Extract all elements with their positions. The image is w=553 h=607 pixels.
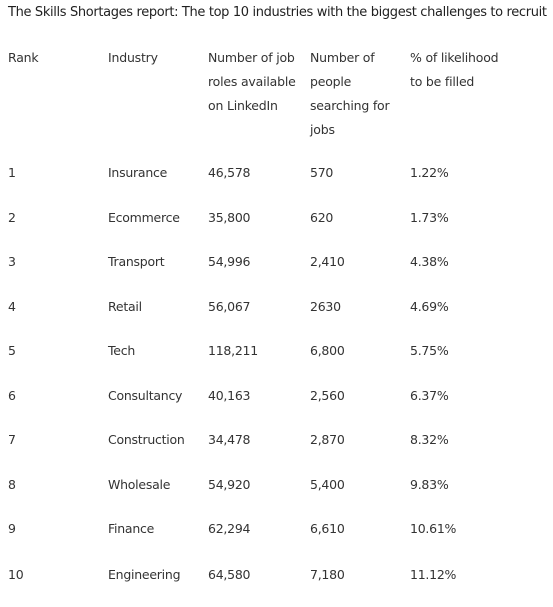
people-cell: 2,410 bbox=[310, 254, 345, 269]
jobs-cell: 40,163 bbox=[208, 388, 250, 403]
industry-cell: Finance bbox=[108, 521, 154, 536]
header-likelihood-line: to be filled bbox=[410, 70, 498, 94]
header-people-line: jobs bbox=[310, 118, 389, 142]
people-cell: 2,560 bbox=[310, 388, 345, 403]
header-jobs bbox=[208, 46, 296, 118]
people-cell: 2630 bbox=[310, 299, 341, 314]
people-cell: 2,870 bbox=[310, 432, 345, 447]
header-people-line: searching for bbox=[310, 94, 389, 118]
jobs-cell: 46,578 bbox=[208, 165, 250, 180]
people-cell: 7,180 bbox=[310, 567, 345, 582]
table-row bbox=[0, 162, 553, 207]
rank-cell: 9 bbox=[8, 521, 16, 536]
industry-cell: Ecommerce bbox=[108, 210, 180, 225]
table-row bbox=[0, 385, 553, 430]
people-cell: 570 bbox=[310, 165, 333, 180]
likelihood-cell: 4.69% bbox=[410, 299, 448, 314]
likelihood-cell: 1.73% bbox=[410, 210, 448, 225]
people-cell: 5,400 bbox=[310, 477, 345, 492]
table-row bbox=[0, 474, 553, 519]
industry-cell: Retail bbox=[108, 299, 142, 314]
header-likelihood bbox=[410, 46, 498, 94]
header-jobs-line: on LinkedIn bbox=[208, 94, 296, 118]
table-row bbox=[0, 296, 553, 341]
rank-cell: 6 bbox=[8, 388, 16, 403]
header-industry: Industry bbox=[108, 46, 158, 70]
jobs-cell: 56,067 bbox=[208, 299, 250, 314]
jobs-cell: 62,294 bbox=[208, 521, 250, 536]
likelihood-cell: 10.61% bbox=[410, 521, 456, 536]
people-cell: 620 bbox=[310, 210, 333, 225]
page-title: The Skills Shortages report: The top 10 industries with the biggest challenges to recruit bbox=[8, 5, 547, 20]
header-likelihood-line: % of likelihood bbox=[410, 46, 498, 70]
jobs-cell: 64,580 bbox=[208, 567, 250, 582]
rank-cell: 3 bbox=[8, 254, 16, 269]
industry-cell: Consultancy bbox=[108, 388, 182, 403]
table-row bbox=[0, 563, 553, 607]
likelihood-cell: 9.83% bbox=[410, 477, 448, 492]
likelihood-cell: 4.38% bbox=[410, 254, 448, 269]
rank-cell: 7 bbox=[8, 432, 16, 447]
header-jobs-line: roles available bbox=[208, 70, 296, 94]
industry-cell: Tech bbox=[108, 343, 135, 358]
jobs-cell: 35,800 bbox=[208, 210, 250, 225]
rank-cell: 10 bbox=[8, 567, 23, 582]
industry-cell: Engineering bbox=[108, 567, 180, 582]
rank-cell: 8 bbox=[8, 477, 16, 492]
likelihood-cell: 5.75% bbox=[410, 343, 448, 358]
rank-cell: 5 bbox=[8, 343, 16, 358]
table-body bbox=[0, 162, 553, 607]
industry-cell: Wholesale bbox=[108, 477, 170, 492]
likelihood-cell: 8.32% bbox=[410, 432, 448, 447]
header-people bbox=[310, 46, 389, 142]
rank-cell: 4 bbox=[8, 299, 16, 314]
header-people-line: people bbox=[310, 70, 389, 94]
rank-cell: 2 bbox=[8, 210, 16, 225]
table-row bbox=[0, 340, 553, 385]
header-jobs-line: Number of job bbox=[208, 46, 296, 70]
header-rank: Rank bbox=[8, 46, 38, 70]
table-row bbox=[0, 429, 553, 474]
jobs-cell: 54,996 bbox=[208, 254, 250, 269]
industry-cell: Transport bbox=[108, 254, 164, 269]
table-row bbox=[0, 518, 553, 563]
header-people-line: Number of bbox=[310, 46, 389, 70]
people-cell: 6,800 bbox=[310, 343, 345, 358]
rank-cell: 1 bbox=[8, 165, 16, 180]
jobs-cell: 34,478 bbox=[208, 432, 250, 447]
industry-cell: Construction bbox=[108, 432, 185, 447]
jobs-cell: 54,920 bbox=[208, 477, 250, 492]
likelihood-cell: 11.12% bbox=[410, 567, 456, 582]
likelihood-cell: 1.22% bbox=[410, 165, 448, 180]
table-row bbox=[0, 251, 553, 296]
jobs-cell: 118,211 bbox=[208, 343, 258, 358]
industry-cell: Insurance bbox=[108, 165, 167, 180]
likelihood-cell: 6.37% bbox=[410, 388, 448, 403]
people-cell: 6,610 bbox=[310, 521, 345, 536]
table-row bbox=[0, 207, 553, 252]
